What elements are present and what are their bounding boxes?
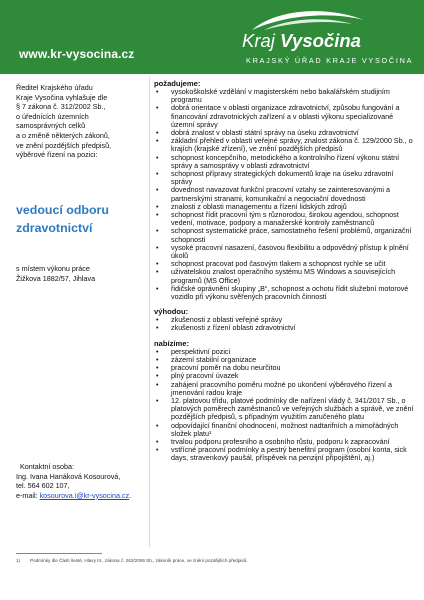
list-item: • řidičské oprávnění skupiny „B“, schopnost a ochotu řídit služební motorové vozidlo při výkonu svěřených pracovních činností	[154, 285, 416, 301]
section-heading: požadujeme:	[154, 79, 201, 88]
website-url[interactable]: www.kr-vysocina.cz	[19, 47, 135, 61]
position-title	[16, 202, 109, 237]
list-item: • zkušenosti z řízení oblasti zdravotnictví	[154, 324, 416, 332]
list-item: • schopnost koncepčního, metodického a kontrolního řízení výkonu státní správy a samosprávy v oblasti zdravotnictví	[154, 154, 416, 170]
list-item: • dovednost navazovat funkční pracovní vztahy se zainteresovanými a partnerskými stranami, komunikační a negociační dovednosti	[154, 186, 416, 202]
list-item: • zahájení pracovního poměru možné po ukončení výběrového řízení a jmenování radou kraje	[154, 381, 416, 397]
list-item: • znalosti z oblasti managementu a řízení lidských zdrojů	[154, 203, 416, 211]
intro-line: § 7 zákona č. 312/2002 Sb.,	[16, 102, 106, 112]
brand-name: Vysočina	[280, 30, 361, 51]
intro-line: a o změně některých zákonů,	[16, 130, 110, 140]
intro-line: samosprávných celků	[16, 121, 86, 131]
workplace-line: Žižkova 1882/57, Jihlava	[16, 273, 96, 283]
advantages-list	[154, 316, 416, 332]
brand-prefix: Kraj	[242, 30, 281, 51]
contact-phone: tel. 564 602 107,	[16, 481, 70, 491]
section-heading: výhodou:	[154, 307, 189, 317]
column-divider	[149, 77, 150, 547]
section-advantages	[154, 307, 416, 332]
contact-label: Kontaktní osoba:	[20, 462, 74, 471]
list-item: • plný pracovní úvazek	[154, 372, 416, 380]
intro-line: Ředitel Krajského úřadu	[16, 83, 93, 92]
contact-email-line	[16, 491, 141, 501]
contact-name: Ing. Ivana Hanáková Kosourová,	[16, 471, 121, 481]
intro-text	[16, 83, 141, 160]
requirements-list	[154, 88, 416, 301]
list-item: • schopnost pracovat pod časovým tlakem a schopnost rychle se učit	[154, 260, 416, 268]
footnote-text: Podmínky dle Části šesté, Hlavy III., zákona č. 262/2006 Sb., zákoník práce, ve znění pozdějších předpisů.	[30, 558, 248, 563]
section-heading: nabízíme:	[154, 338, 190, 348]
email-prefix: e-mail:	[16, 490, 40, 500]
brand-title	[242, 30, 361, 52]
list-item: • dobrá znalost v oblasti státní správy na úseku zdravotnictví	[154, 129, 416, 137]
list-item: • trvalou podporu profesního a osobního růstu, podporu k zapracování	[154, 438, 416, 446]
list-item: • schopnost řídit pracovní tým s různorodou, širokou agendou, schopnost vedení, motivace, podpory a manažerské kontroly zaměstnanců	[154, 211, 416, 227]
list-item: • vstřícné pracovní podmínky a pestrý benefitní program (osobní konta, sick days, stravenkový paušál, příspěvek na penzijní připojištění, aj.)	[154, 446, 416, 462]
kraj-vysocina-logo-icon	[248, 6, 368, 32]
contact-block	[16, 462, 141, 500]
header-banner	[0, 0, 424, 74]
footnote-number: 1)	[16, 558, 21, 563]
list-item: • uživatelskou znalost operačního systému MS Windows a souvisejících programů (MS Office)	[154, 268, 416, 284]
list-item: • dobrá orientace v oblasti organizace zdravotnictví, způsobu fungování a financování zdravotnických zařízení a v oblasti výkonu specializované územní správy	[154, 104, 416, 129]
list-item: • zázemí stabilní organizace	[154, 356, 416, 364]
list-item: • 12. platovou třídu, platové podmínky dle nařízení vlády č. 341/2017 Sb., o platových poměrech zaměstnanců ve veřejných službách a správě, ve znění pozdějších předpisů, s případným využitím zaručeného platu	[154, 397, 416, 422]
list-item: • pracovní poměr na dobu neurčitou	[154, 364, 416, 372]
section-requirements	[154, 79, 416, 301]
workplace-line: s místem výkonu práce	[16, 264, 90, 273]
section-offer	[154, 339, 416, 463]
position-title-line: vedoucí odboru	[16, 203, 109, 217]
brand-subtitle: KRAJSKÝ ÚŘAD KRAJE VYSOČINA	[246, 56, 414, 65]
workplace-info	[16, 264, 141, 283]
list-item: • schopnost systematické práce, samostatného řešení problémů, organizační schopnosti	[154, 227, 416, 243]
intro-line: o úřednících územních	[16, 111, 89, 121]
requirements-column	[154, 79, 416, 463]
position-title-line: zdravotnictví	[16, 220, 93, 235]
intro-line: ve znění pozdějších předpisů,	[16, 140, 112, 150]
offer-list	[154, 348, 416, 463]
list-item: • odpovídající finanční ohodnocení, možnost nadtarifních a mimořádných složek platu¹	[154, 422, 416, 438]
list-item: • schopnost přípravy strategických dokumentů kraje na úseku zdravotní správy	[154, 170, 416, 186]
list-item: • vysoké pracovní nasazení, časovou flexibilitu a odpovědný přístup k plnění úkolů	[154, 244, 416, 260]
email-suffix: .	[129, 490, 132, 500]
footnote-divider	[16, 553, 102, 554]
list-item: • perspektivní pozici	[154, 348, 416, 356]
list-item: • vysokoškolské vzdělání v magisterském nebo bakalářském studijním programu	[154, 88, 416, 104]
list-item: • zkušenosti z oblasti veřejné správy	[154, 316, 416, 324]
footnote	[16, 558, 248, 563]
email-link[interactable]: kosourova.i@kr-vysocina.cz	[39, 490, 130, 500]
intro-line: Kraje Vysočina vyhlašuje dle	[16, 92, 108, 102]
list-item: • základní přehled v oblasti veřejné správy, znalost zákona č. 129/2000 Sb., o krajích (krajské zřízení), ve znění pozdějších předpisů	[154, 137, 416, 153]
intro-line: výběrové řízení na pozici:	[16, 150, 98, 160]
